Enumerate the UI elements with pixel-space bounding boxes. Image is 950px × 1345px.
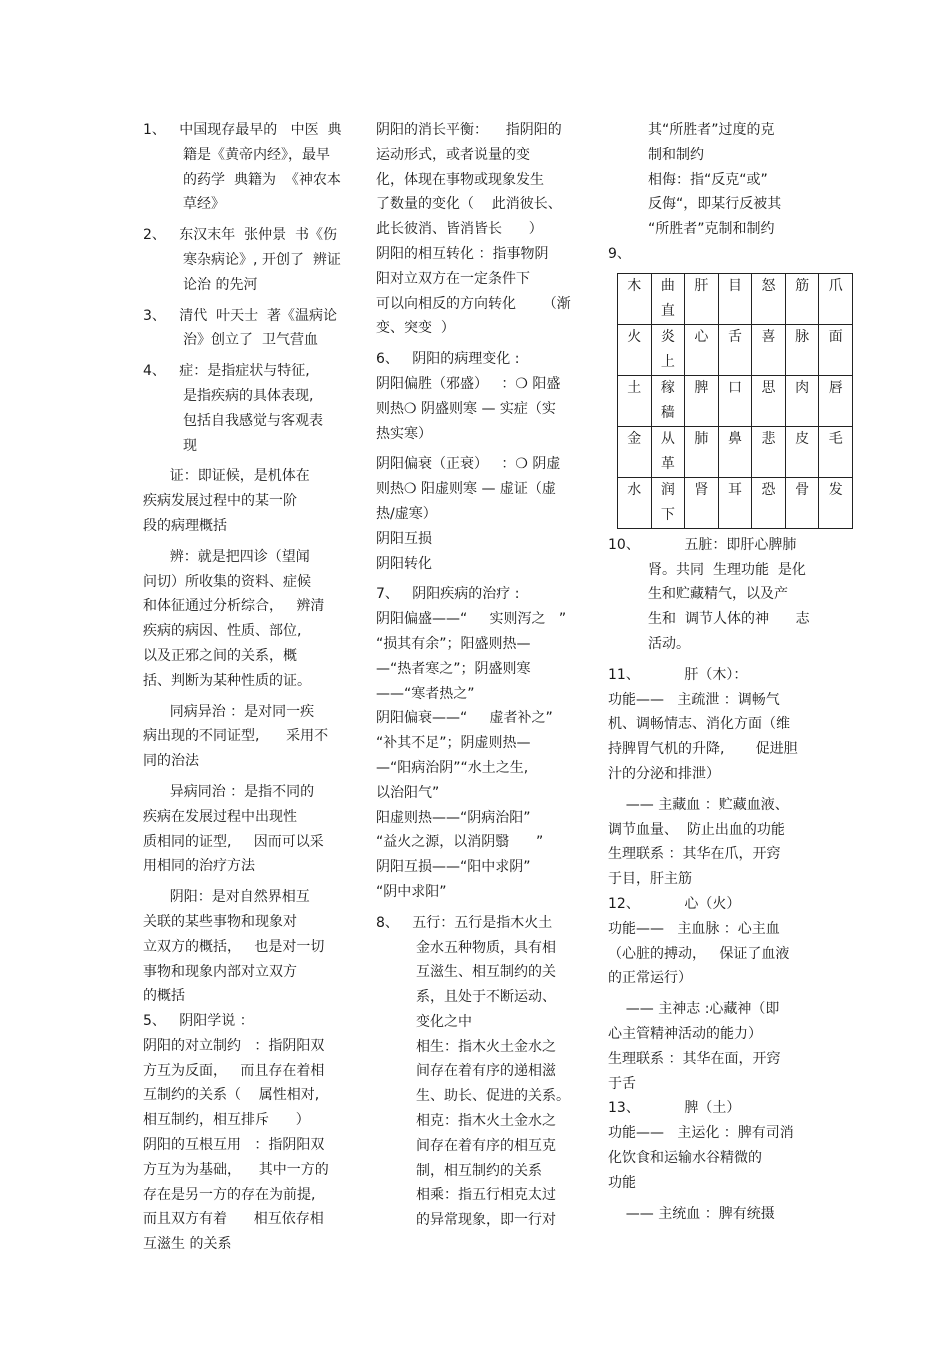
text-line: 变化之中: [376, 1013, 473, 1030]
text-line: —“阳病治阴”“水土之生,: [376, 759, 529, 776]
text-line: “补其不足”；阴虚则热—: [376, 735, 531, 752]
text-line: 相侮：指“反克“或”: [608, 171, 768, 188]
table-cell: 发: [819, 477, 853, 528]
text-line: —— 主统血 ：脾有统摄: [608, 1205, 775, 1222]
text-line: 10、 五脏：即肝心脾肺: [608, 536, 797, 553]
table-cell: 舌: [718, 324, 752, 375]
text-line: 阴阳互损: [376, 530, 432, 547]
text-line: 肾。共同 生理功能 是化: [608, 561, 806, 578]
text-line: 是指疾病的具体表现,: [143, 387, 314, 404]
text-line: 制，相互制约的关系: [376, 1162, 543, 1179]
text-line: 括、判断为某种性质的证。: [143, 672, 311, 689]
text-line: 12、 心（火）: [608, 895, 741, 912]
text-line: ——“寒者热之”: [376, 685, 475, 702]
text-line: 籍是《黄帝内经》，最早: [143, 146, 331, 163]
text-line: —— 主神志 :心藏神（即: [608, 1001, 780, 1018]
text-line: 治》创立了 卫气营血: [143, 332, 318, 349]
text-line: 段的病理概括: [143, 517, 227, 534]
text-line: 反侮“，即某行反被其: [608, 196, 782, 213]
text-line: 则热❍ 阴盛则寒 — 实症（实: [376, 400, 556, 417]
table-cell: 唇: [819, 375, 853, 426]
table-cell: 骨: [785, 477, 819, 528]
table-cell: 脉: [785, 324, 819, 375]
text-line: 相互制约，相互排斥 ）: [143, 1112, 310, 1129]
table-cell: 曲 直: [651, 273, 685, 324]
text-line: 异病同治 ：是指不同的: [143, 783, 315, 800]
text-line: 的概括: [143, 988, 185, 1005]
text-line: 互制约的关系（ 属性相对,: [143, 1087, 320, 1104]
text-line: 变、突变 ）: [376, 320, 455, 337]
text-line: 可以向相反的方向转化 （渐: [376, 295, 571, 312]
text-line: 则热❍ 阳虚则寒 — 虚证（虚: [376, 481, 556, 498]
text-line: 同病异治 ：是对同一疾: [143, 703, 315, 720]
text-line: 相生：指木火土金水之: [376, 1038, 557, 1055]
text-line: 草经》: [143, 196, 226, 213]
text-line: 生理联系 ：其华在爪，开窍: [608, 846, 781, 863]
table-row: [618, 477, 853, 528]
text-line: 金水五种物质，具有相: [376, 939, 557, 956]
table-cell: 肾: [685, 477, 719, 528]
text-line: 阴阳偏衰（正衰） ：❍ 阴虚: [376, 456, 561, 473]
text-line: 寒杂病论》, 开创了 辨证: [143, 251, 341, 268]
table-cell: 悲: [752, 426, 786, 477]
text-line: 现: [143, 437, 198, 454]
table-cell: 喜: [752, 324, 786, 375]
text-line: 阴阳的互根互用 ：指阴阳双: [143, 1137, 325, 1154]
text-line: 事物和现象内部对立双方: [143, 963, 297, 980]
text-line: 4、 症：是指症状与特征,: [143, 363, 310, 380]
table-cell: 耳: [718, 477, 752, 528]
text-line: 热实寒）: [376, 425, 432, 442]
text-line: 制和制约: [608, 146, 705, 163]
text-line: 的药学 典籍为 《神农本: [143, 171, 341, 188]
table-cell: 肝: [685, 273, 719, 324]
table-cell: 土: [618, 375, 652, 426]
text-line: 以治阳气”: [376, 784, 440, 801]
table-cell: 水: [618, 477, 652, 528]
text-line: 阴阳的相互转化 ：指事物阴: [376, 245, 549, 262]
text-line: 3、 清代 叶天士 著《温病论: [143, 307, 338, 324]
text-line: 阴阳：是对自然界相互: [143, 889, 310, 906]
table-cell: 从 革: [651, 426, 685, 477]
text-line: 7、 阴阳疾病的治疗 :: [376, 586, 520, 603]
table-cell: 目: [718, 273, 752, 324]
text-line: —“热者寒之”；阴盛则寒: [376, 660, 531, 677]
text-line: 阴阳转化: [376, 555, 432, 572]
text-line: 间存在着有序的递相滋: [376, 1063, 557, 1080]
text-line: 间存在着有序的相互克: [376, 1137, 557, 1154]
table-cell: 金: [618, 426, 652, 477]
text-line: 问切）所收集的资料、症候: [143, 573, 311, 590]
text-line: 用相同的治疗方法: [143, 858, 255, 875]
text-line: 其“所胜者”过度的克: [608, 122, 775, 138]
text-line: 阴阳的消长平衡： 指阴阳的: [376, 122, 562, 138]
text-line: 和体征通过分析综合， 辨清: [143, 598, 325, 615]
table-cell: 火: [618, 324, 652, 375]
text-line: 论治 的先河: [143, 276, 258, 293]
column-right-top: [608, 118, 853, 267]
text-line: 13、 脾（土）: [608, 1100, 741, 1117]
text-line: 相克：指木火土金水之: [376, 1113, 557, 1130]
text-line: 阴阳偏胜（邪盛） ：❍ 阳盛: [376, 375, 561, 392]
table-cell: 面: [819, 324, 853, 375]
table-cell: 恐: [752, 477, 786, 528]
text-line: 运动形式，或者说量的变: [376, 146, 530, 163]
text-line: 相乘：指五行相克太过: [376, 1187, 557, 1204]
text-line: 功能—— 主运化 ：脾有司消: [608, 1125, 794, 1142]
text-line: 阴阳的对立制约 ：指阴阳双: [143, 1037, 325, 1054]
text-line: 5、 阴阳学说 ：: [143, 1013, 254, 1030]
text-line: 功能: [608, 1174, 636, 1191]
text-line: 生和贮藏精气，以及产: [608, 586, 789, 603]
column-middle: [376, 118, 581, 1233]
text-line: 9、: [608, 245, 631, 262]
text-line: 疾病发展过程中的某一阶: [143, 493, 297, 510]
text-line: “所胜者”克制和制约: [608, 221, 775, 238]
table-row: [618, 324, 853, 375]
table-cell: 筋: [785, 273, 819, 324]
text-line: 质相同的证型, 因而可以采: [143, 833, 324, 850]
text-line: —— 主藏血 ：贮藏血液、: [608, 796, 789, 813]
text-line: 8、 五行：五行是指木火土: [376, 914, 553, 931]
text-line: 阳对立双方在一定条件下: [376, 270, 530, 287]
text-line: 包括自我感觉与客观表: [143, 412, 324, 429]
table-cell: 口: [718, 375, 752, 426]
text-line: 于目，肝主筋: [608, 871, 692, 888]
text-line: 心主管精神活动的能力）: [608, 1025, 762, 1042]
text-line: 而且双方有着 相互依存相: [143, 1211, 324, 1228]
text-line: 辨：就是把四诊（望闻: [143, 548, 310, 565]
text-line: 疾病在发展过程中出现性: [143, 808, 297, 825]
table-cell: 思: [752, 375, 786, 426]
text-line: 生和 调节人体的神 志: [608, 611, 810, 628]
table-row: [618, 273, 853, 324]
text-line: 的异常现象，即一行对: [376, 1212, 557, 1229]
text-line: 关联的某些事物和现象对: [143, 913, 297, 930]
text-line: 方互为反面， 而且存在着相: [143, 1062, 325, 1079]
table-cell: 鼻: [718, 426, 752, 477]
text-line: “损其有余”；阳盛则热—: [376, 635, 531, 652]
table-row: [618, 426, 853, 477]
text-line: 化，体现在事物或现象发生: [376, 171, 544, 188]
text-line: 持脾胃气机的升降, 促进胆: [608, 741, 798, 758]
column-right-bottom: [608, 533, 853, 1227]
table-cell: 脾: [685, 375, 719, 426]
text-line: 6、 阴阳的病理变化 :: [376, 351, 520, 368]
text-line: 阴阳偏盛——“ 实则泻之 ”: [376, 611, 567, 628]
column-left: [143, 118, 358, 1257]
table-cell: 心: [685, 324, 719, 375]
text-line: “阴中求阳”: [376, 883, 447, 900]
text-line: 以及正邪之间的关系，概: [143, 647, 297, 664]
table-cell: 爪: [819, 273, 853, 324]
text-line: 热/虚寒）: [376, 505, 437, 522]
table-cell: 毛: [819, 426, 853, 477]
table-cell: 炎 上: [651, 324, 685, 375]
text-line: 11、 肝（木）：: [608, 666, 748, 683]
text-line: 2、 东汉末年 张仲景 书《伤: [143, 227, 338, 244]
text-line: 生理联系 ：其华在面，开窍: [608, 1050, 781, 1067]
text-line: 于舌: [608, 1075, 636, 1092]
five-elements-table: [617, 273, 853, 529]
table-cell: 木: [618, 273, 652, 324]
table-row: [618, 375, 853, 426]
text-line: 存在是另一方的存在为前提,: [143, 1186, 316, 1203]
text-line: 疾病的病因、性质、部位,: [143, 623, 302, 640]
text-line: 立双方的概括， 也是对一切: [143, 938, 325, 955]
table-cell: 肉: [785, 375, 819, 426]
text-line: 汁的分泌和排泄）: [608, 765, 720, 782]
table-cell: 皮: [785, 426, 819, 477]
text-line: 互滋生、相互制约的关: [376, 964, 557, 981]
text-line: 此长彼消、皆消皆长 ）: [376, 221, 543, 238]
table-cell: 稼 穑: [651, 375, 685, 426]
table-cell: 肺: [685, 426, 719, 477]
text-line: 活动。: [608, 635, 691, 652]
text-line: 生、助长、促进的关系。: [376, 1088, 571, 1105]
text-line: 1、 中国现存最早的 中医 典: [143, 122, 342, 138]
text-line: 系，且处于不断运动、: [376, 989, 557, 1006]
text-line: 病出现的不同证型, 采用不: [143, 728, 329, 745]
column-right: [608, 118, 853, 1226]
text-line: 机、调畅情志、消化方面（维: [608, 716, 790, 733]
text-line: 化饮食和运输水谷精微的: [608, 1149, 762, 1166]
text-line: （心脏的搏动， 保证了血液: [608, 945, 790, 962]
text-line: 方互为为基础， 其中一方的: [143, 1161, 329, 1178]
text-line: 同的治法: [143, 753, 199, 770]
table-cell: 润 下: [651, 477, 685, 528]
text-line: “益火之源，以消阴翳 ”: [376, 834, 544, 851]
text-line: 功能—— 主疏泄 ：调畅气: [608, 691, 780, 708]
text-line: 的正常运行）: [608, 970, 692, 987]
text-line: 功能—— 主血脉 ：心主血: [608, 920, 780, 937]
text-line: 调节血量、 防止出血的功能: [608, 821, 785, 838]
text-line: 证：即证候，是机体在: [143, 468, 310, 485]
text-line: 阴阳偏衰——“ 虚者补之”: [376, 710, 553, 727]
text-line: 阴阳互损——“阳中求阴”: [376, 859, 531, 876]
table-cell: 怒: [752, 273, 786, 324]
text-line: 阳虚则热——“阴病治阳”: [376, 809, 531, 826]
text-line: 互滋生 的关系: [143, 1236, 232, 1253]
text-line: 了数量的变化（ 此消彼长、: [376, 196, 562, 213]
